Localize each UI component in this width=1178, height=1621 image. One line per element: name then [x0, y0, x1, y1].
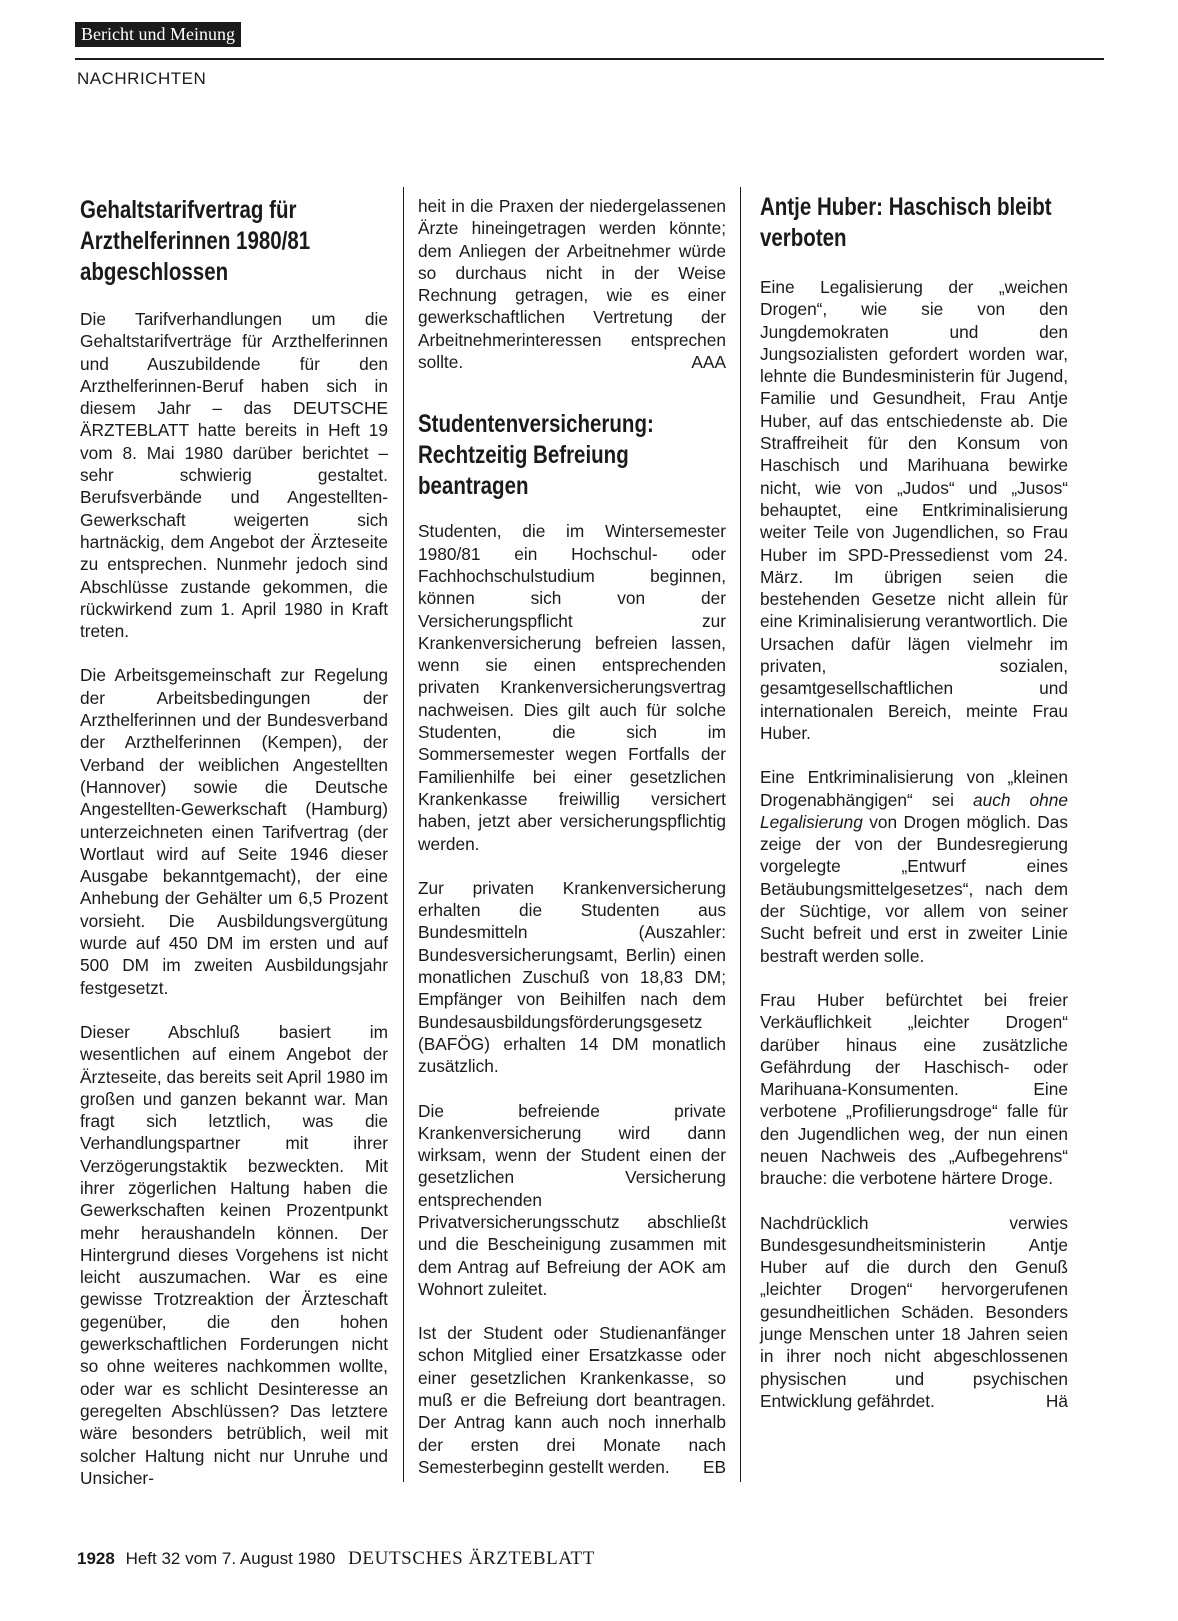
page-number: 1928 [77, 1549, 115, 1568]
section-ribbon: Bericht und Meinung [75, 22, 241, 47]
paragraph [760, 1212, 1068, 1413]
continuation-text: heit in die Praxen der niedergelassenen Ärzte hineingetragen werden könnte; dem Anliegen der Arbeitnehmer würde so durchaus nicht in der Weise Rechnung getragen, wie es einer gewerkschaftlichen Vertretung der Arbeitnehmerinteressen entsprechen sollte. [418, 196, 726, 373]
paragraph: Zur privaten Krankenversicherung erhalten die Studenten aus Bundesmitteln (Auszahler: Bundesversicherungsamt, Berlin) einen monatlichen Zuschuß von 18,83 DM; Empfänger von Beihilfen nach dem Bundesausbildungsförderungsgesetz (BAFÖG) erhalten 14 DM monatlich zusätzlich. [418, 877, 726, 1077]
signature: Hä [1045, 1390, 1068, 1411]
signature: EB [702, 1456, 726, 1477]
column-middle [418, 195, 726, 1500]
paragraph: Die Tarifverhandlungen um die Gehaltstarifverträge für Arzthelferinnen und Auszubildende für den Arzthelferinnen-Beruf haben sich in diesem Jahr – das DEUTSCHE ÄRZTEBLATT hatte bereits in Heft 19 vom 8. Mai 1980 darüber berichtet – sehr schwierig gestaltet. Berufsverbände und Angestellten-Gewerkschaft weigerten sich hartnäckig, dem Angebot der Ärzteseite zu entsprechen. Nunmehr jedoch sind Abschlüsse zustande gekommen, die rückwirkend zum 1. April 1980 in Kraft treten. [80, 309, 388, 642]
paragraph [418, 1322, 726, 1478]
magazine-name: DEUTSCHES ÄRZTEBLATT [348, 1548, 595, 1569]
paragraph: Studenten, die im Wintersemester 1980/81 ein Hochschul- oder Fachhochschulstudium beginnen, können sich von der Versicherungspflicht zur Krankenversicherung befreien lassen, wenn sie einen entsprechenden privaten Krankenversicherungsvertrag nachweisen. Dies gilt auch für solche Studenten, die sich im Sommersemester wegen Fortfalls der Familienhilfe bei einer gesetzlichen Krankenkasse freiwillig versichert haben, jetzt aber versicherungspflichtig werden. [418, 521, 726, 854]
paragraph: Die befreiende private Krankenversicherung wird dann wirksam, wenn der Student einen der gesetzlichen Versicherung entsprechenden Privatversicherungsschutz abschließt und die Bescheinigung zusammen mit dem Antrag auf Befreiung der AOK am Wohnort zuleitet. [418, 1100, 726, 1299]
paragraph [760, 766, 1068, 967]
paragraph-text: von Drogen möglich. Das zeige der von der Bundesregierung vorgelegte „Entwurf eines Betäubungsmittelgesetzes“, nach dem der Süchtige, vor allem von seiner Sucht befreit und erst in zweiter Linie bestraft werden solle. [760, 811, 1068, 966]
paragraph: Dieser Abschluß basiert im wesentlichen auf einem Angebot der Ärzteseite, das bereits seit April 1980 im großen und ganzen bekannt war. Man fragt sich letztlich, was die Verhandlungspartner mit ihrer Verzögerungstaktik bezweckten. Mit ihrer zögerlichen Haltung haben die Gewerkschaften keinen Prozentpunkt mehr heraushandeln können. Der Hintergrund dieses Vorgehens ist nicht leicht auszumachen. War es eine gewisse Trotzreaktion der Ärzteschaft gegenüber, die den hohen gewerkschaftlichen Forderungen nicht so ohne weiteres nachkommen wollte, oder war es schlicht Desinteresse an geregelten Abschlüssen? Das letztere wäre besonders betrüblich, weil mit solcher Haltung nicht nur Unruhe und Unsicher- [80, 1021, 388, 1488]
paragraph-text: Ist der Student oder Studienanfänger schon Mitglied einer Ersatzkasse oder einer gesetzlichen Krankenkasse, so muß er die Befreiung dort beantragen. Der Antrag kann auch noch innerhalb der ersten drei Monate nach Semesterbeginn gestellt werden. [418, 1323, 726, 1477]
headline: Gehaltstarifvertrag für Arzthelferinnen 1980/81 abgeschlossen [80, 196, 311, 286]
column-divider [740, 187, 741, 1482]
paragraph: Frau Huber befürchtet bei freier Verkäuflichkeit „leichter Drogen“ darüber hinaus eine zusätzliche Gefährdung der Haschisch- oder Marihuana-Konsumenten. Eine verbotene „Profilierungsdroge“ falle für den Jugendlichen weg, der nun einen neuen Nachweis des „Aufbegehrens“ brauche: die verbotene härtere Droge. [760, 989, 1068, 1189]
paragraph-text: Nachdrücklich verwies Bundesgesundheitsministerin Antje Huber auf die durch den Genuß „leichter Drogen“ hervorgerufenen gesundheitlichen Schäden. Besonders junge Menschen unter 18 Jahren seien in ihrer noch nicht abgeschlossenen physischen und psychischen Entwicklung gefährdet. [760, 1212, 1068, 1411]
issue-info: Heft 32 vom 7. August 1980 [125, 1549, 336, 1568]
paragraph-text: Eine Entkriminalisierung von „kleinen Drogenabhängigen“ sei [760, 767, 1068, 810]
paragraph-continuation [418, 195, 726, 373]
page-footer [77, 1547, 595, 1571]
headline: Studentenversicherung: Rechtzeitig Befreiung beantragen [418, 410, 654, 501]
paragraph: Eine Legalisierung der „weichen Drogen“, wie sie von den Jungdemokraten und den Jungsozialisten gefordert worden war, lehnte die Bundesministerin für Jugend, Familie und Gesundheit, Frau Antje Huber, auf das entschiedenste ab. Die Straffreiheit für den Konsum von Haschisch und Marihuana bewirke nicht, wie von „Judos“ und „Jusos“ behauptet, eine Entkriminalisierung weiter Teile von Jugendlichen, so Frau Huber im SPD-Pressedienst vom 24. März. Im übrigen seien die bestehenden Gesetze nicht allein für eine Kriminalisierung verantwortlich. Die Ursachen dafür lägen vielmehr im privaten, sozialen, gesamtgesellschaftlichen und internationalen Bereich, meinte Frau Huber. [760, 277, 1068, 743]
emphasis-text: auch ohne Legalisierung [760, 789, 1068, 832]
column-divider [403, 187, 404, 1482]
article-antje-huber [760, 195, 1068, 1434]
signature: AAA [691, 352, 726, 373]
section-label: NACHRICHTEN [77, 69, 207, 88]
headline: Antje Huber: Haschisch bleibt verboten [760, 193, 1052, 252]
header-rule [75, 58, 1104, 60]
paragraph: Die Arbeitsgemeinschaft zur Regelung der Arbeitsbedingungen der Arzthelferinnen und der Bundesverband der Arzthelferinnen (Kempen), der Verband der weiblichen Angestellten (Hannover) sowie die Deutsche Angestellten-Gewerkschaft (Hamburg) unterzeichneten einen Tarifvertrag (der Wortlaut wird auf Seite 1946 dieser Ausgabe bekanntgemacht), der eine Anhebung der Gehälter um 6,5 Prozent vorsieht. Die Ausbildungsvergütung wurde auf 450 DM im ersten und auf 500 DM im zweiten Ausbildungsjahr festgesetzt. [80, 665, 388, 998]
article-gehaltstarif [80, 188, 388, 1511]
